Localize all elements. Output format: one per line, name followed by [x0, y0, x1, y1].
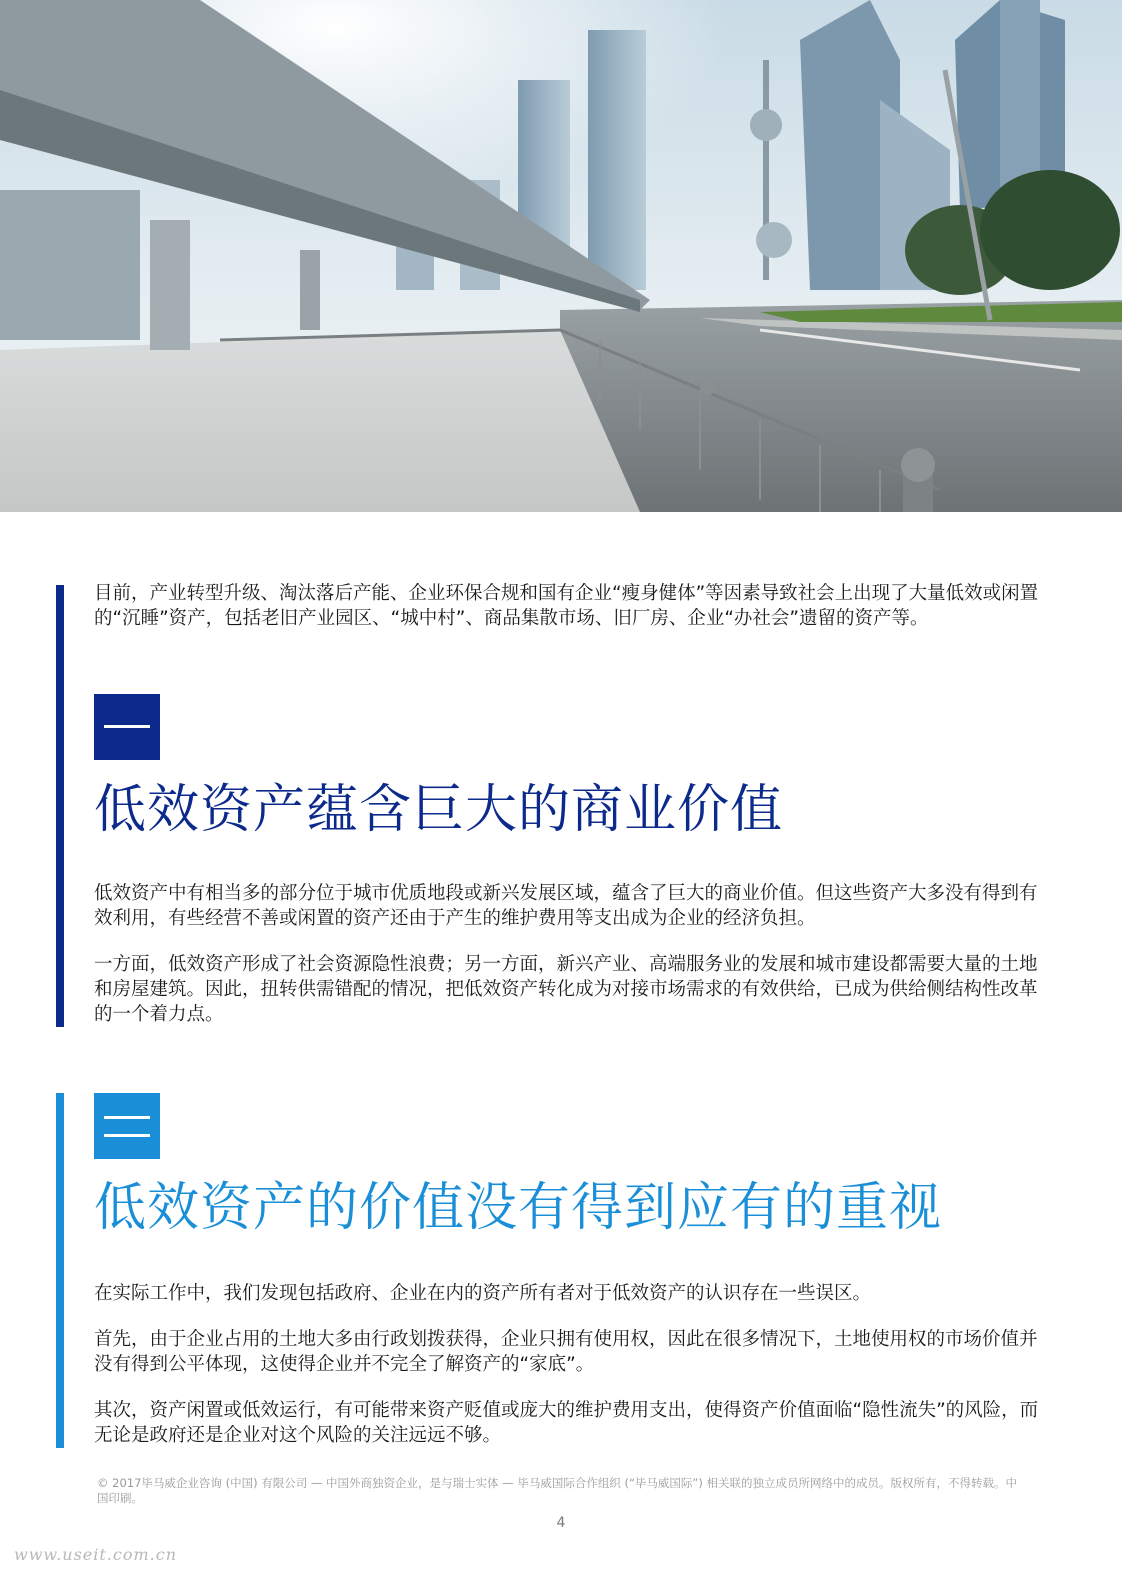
section-1-paragraph-1: 低效资产中有相当多的部分位于城市优质地段或新兴发展区域，蕴含了巨大的商业价值。但这些资产大多没有得到有效利用，有些经营不善或闲置的资产还由于产生的维护费用等支出成为企业的经济负担。 — [94, 883, 1038, 929]
page-number: 4 — [556, 1515, 566, 1531]
dash-icon — [104, 725, 150, 728]
section-1-paragraph-2: 一方面，低效资产形成了社会资源隐性浪费；另一方面，新兴产业、高端服务业的发展和城市建设都需要大量的土地和房屋建筑。因此，扭转供需错配的情况，把低效资产转化成为对接市场需求的有效供给，已成为供给侧结构性改革的一个着力点。 — [94, 954, 1038, 1025]
section-1-number-badge — [94, 694, 160, 760]
section-1-title: 低效资产蕴含巨大的商业价值 — [94, 780, 784, 840]
section-2-number-badge — [94, 1093, 160, 1159]
double-dash-icon-top — [104, 1116, 150, 1119]
city-skyline-photo — [0, 0, 1122, 512]
intro-paragraph: 目前，产业转型升级、淘汰落后产能、企业环保合规和国有企业“瘦身健体”等因素导致社会上出现了大量低效或闲置的“沉睡”资产，包括老旧产业园区、“城中村”、商品集散市场、旧厂房、企业“办社会”遗留的资产等。 — [94, 583, 1039, 629]
section-2-paragraph-1: 在实际工作中，我们发现包括政府、企业在内的资产所有者对于低效资产的认识存在一些误区。 — [94, 1283, 872, 1304]
site-watermark: www.useit.com.cn — [14, 1545, 178, 1564]
section-1-accent-bar — [56, 585, 64, 1027]
section-2-paragraph-2: 首先，由于企业占用的土地大多由行政划拨获得，企业只拥有使用权，因此在很多情况下，土地使用权的市场价值并没有得到公平体现，这使得企业并不完全了解资产的“家底”。 — [94, 1329, 1038, 1375]
double-dash-icon-bottom — [104, 1134, 150, 1137]
section-2-title: 低效资产的价值没有得到应有的重视 — [94, 1178, 943, 1238]
copyright-note: © 2017毕马威企业咨询 (中国) 有限公司 — 中国外商独资企业，是与瑞士实体 — 毕马威国际合作组织 (“毕马威国际”) 相关联的独立成员所网络中的成员。版权所有，不得转载。中国印刷。 — [97, 1476, 1018, 1505]
section-2-paragraph-3: 其次，资产闲置或低效运行，有可能带来资产贬值或庞大的维护费用支出，使得资产价值面临“隐性流失”的风险，而无论是政府还是企业对这个风险的关注远远不够。 — [94, 1400, 1039, 1446]
section-2-accent-bar — [56, 1093, 64, 1448]
hero-city-photo — [0, 0, 1122, 512]
